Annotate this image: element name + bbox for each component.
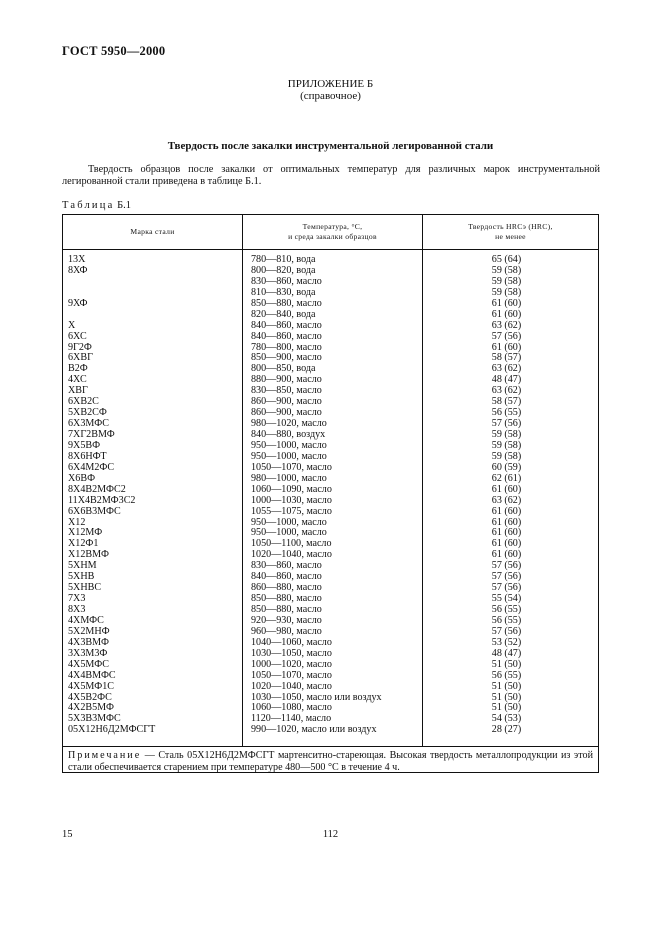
intro-paragraph: Твердость образцов после закалки от оптимальных температур для различных марок инструментальной легированной стали приведена в таблице Б.1. [62, 164, 600, 188]
hardness-cell: 61 (60) [491, 549, 522, 561]
hardness-cell: 53 (52) [491, 636, 522, 648]
temperature-cell: 950—1000, масло [251, 516, 327, 528]
grade-cell: 3Х3М3Ф [68, 647, 108, 659]
hardness-cell: 57 (56) [491, 625, 522, 637]
hardness-cell: 59 (58) [491, 275, 522, 287]
temperature-cell: 990—1020, масло или воздух [251, 724, 377, 736]
grade-cell: 05Х12Н6Д2МФСГТ [68, 724, 156, 736]
temperature-cell: 830—860, масло [251, 275, 322, 287]
grade-cell: 6ХВ2С [68, 396, 99, 408]
temperature-cell: 850—880, масло [251, 604, 322, 615]
grade-cell: 8Х4В2МФС2 [68, 483, 126, 495]
hardness-cell: 62 (61) [491, 472, 522, 484]
hardness-cell: 61 (60) [491, 483, 522, 495]
appendix-title: ПРИЛОЖЕНИЕ Б [287, 78, 374, 90]
temperature-cell: 1055—1075, масло [251, 505, 332, 517]
grade-cell: 8ХФ [68, 264, 88, 276]
grade-cell: 8Х6НФТ [68, 450, 107, 462]
temperature-cell: 780—800, масло [251, 341, 322, 353]
grade-cell: Х [68, 319, 76, 331]
grade-cell [63, 277, 242, 288]
temperature-cell: 850—880, масло [251, 297, 322, 309]
appendix-heading [0, 78, 661, 102]
column-temperature [243, 215, 423, 746]
hardness-cell: 51 (50) [491, 680, 522, 692]
hardness-cell: 63 (62) [491, 385, 522, 397]
hardness-cell: 59 (58) [491, 439, 522, 451]
header-hard-line2: не менее [495, 232, 526, 241]
temperature-cell: 1060—1090, масло [251, 483, 332, 495]
note-text: — Сталь 05Х12Н6Д2МФСГТ мартенситно-стареющая. Высокая твердость металлопродукции из этой стали обеспечивается старением при температуре 480—500 °С в течение 4 ч. [68, 750, 593, 773]
grade-cell: 11Х4В2МФ3С2 [68, 494, 136, 506]
hardness-cell: 61 (60) [491, 538, 522, 550]
temperature-cell: 1050—1070, масло [251, 461, 332, 473]
temperature-cell: 820—840, вода [251, 308, 316, 320]
grade-cell: 4Х3ВМФ [68, 636, 109, 648]
hardness-cell: 58 (57) [491, 396, 522, 408]
hardness-cell: 59 (58) [491, 264, 522, 276]
temperature-cell: 800—850, вода [251, 363, 316, 375]
temperature-cell: 780—810, вода [251, 254, 316, 265]
grade-cell: 5ХНВ [68, 571, 95, 583]
hardness-cell: 61 (60) [491, 341, 522, 353]
hardness-cell: 56 (55) [491, 614, 522, 626]
temperature-rows [243, 255, 422, 736]
header-temp-line1: Температура, °С, [302, 222, 363, 231]
grade-cell: 5ХНВС [68, 582, 102, 594]
temperature-cell: 1000—1030, масло [251, 494, 332, 506]
temperature-cell: 1040—1060, масло [251, 636, 332, 648]
page-number-center: 112 [322, 829, 339, 840]
temperature-cell: 850—900, масло [251, 352, 322, 364]
hardness-rows [423, 255, 598, 736]
grade-cell: 4Х5МФ1С [68, 680, 114, 692]
hardness-cell: 48 (47) [491, 374, 522, 386]
hardness-cell: 56 (55) [491, 407, 522, 419]
hardness-cell: 55 (54) [491, 593, 522, 605]
temperature-cell: 840—860, масло [251, 571, 322, 583]
grade-cell: 13Х [68, 254, 86, 265]
grade-cell: 5ХВ2СФ [68, 407, 107, 419]
hardness-cell: 65 (64) [491, 254, 522, 265]
temperature-cell: 1120—1140, масло [251, 713, 332, 725]
temperature-cell: 1020—1040, масло [251, 680, 332, 692]
grade-cell: 9Г2Ф [68, 341, 92, 353]
header-divider [423, 249, 598, 250]
grade-cell: 4Х4ВМФС [68, 669, 116, 681]
temperature-cell: 950—1000, масло [251, 439, 327, 451]
hardness-cell: 51 (50) [491, 658, 522, 670]
hardness-cell: 57 (56) [491, 560, 522, 572]
temperature-cell: 980—1020, масло [251, 418, 327, 430]
grade-cell: В2Ф [68, 363, 88, 375]
grade-rows [63, 255, 242, 736]
grade-cell: 6Х3МФС [68, 418, 109, 430]
hardness-cell: 51 (50) [491, 691, 522, 703]
header-grade [63, 215, 242, 249]
hardness-cell: 61 (60) [491, 297, 522, 309]
grade-cell: Х12Ф1 [68, 538, 99, 550]
hardness-cell: 61 (60) [491, 505, 522, 517]
document-header: ГОСТ 5950—2000 [62, 44, 166, 58]
header-divider [63, 249, 242, 250]
temperature-cell: 1000—1020, масло [251, 658, 332, 670]
temperature-cell: 1050—1100, масло [251, 538, 332, 550]
grade-cell: 6ХВГ [68, 352, 93, 364]
temperature-cell: 1030—1050, масло или воздух [251, 691, 382, 703]
temperature-cell: 830—850, масло [251, 385, 322, 397]
temperature-cell: 810—830, вода [251, 286, 316, 298]
temperature-cell: 850—880, масло [251, 593, 322, 605]
grade-cell: 7Х3 [68, 593, 86, 605]
hardness-cell: 63 (62) [491, 319, 522, 331]
temperature-cell: 950—1000, масло [251, 527, 327, 539]
temperature-cell: 840—860, масло [251, 319, 322, 331]
note-label: Примечание [68, 750, 142, 761]
hardness-cell: 56 (55) [491, 604, 522, 615]
temperature-cell: 880—900, масло [251, 374, 322, 386]
temperature-cell: 1030—1050, масло [251, 647, 332, 659]
grade-cell: 6ХС [68, 330, 87, 342]
grade-cell: 4Х5МФС [68, 658, 109, 670]
grade-cell: 6Х4М2ФС [68, 461, 115, 473]
temperature-cell: 1020—1040, масло [251, 549, 332, 561]
header-temp-line2: и среда закалки образцов [288, 232, 377, 241]
grade-cell: 8Х3 [68, 604, 86, 615]
hardness-cell: 59 (58) [491, 429, 522, 440]
grade-cell: 4ХС [68, 374, 87, 386]
temperature-cell: 830—860, масло [251, 560, 322, 572]
grade-cell: 5Х2МНФ [68, 625, 110, 637]
temperature-cell: 1050—1070, масло [251, 669, 332, 681]
hardness-cell: 57 (56) [491, 418, 522, 430]
temperature-cell: 1060—1080, масло [251, 702, 332, 714]
hardness-cell: 61 (60) [491, 527, 522, 539]
table-label [62, 200, 131, 211]
temperature-cell: 960—980, масло [251, 625, 322, 637]
grade-cell: Х12 [68, 516, 86, 528]
temperature-cell: 950—1000, масло [251, 450, 327, 462]
hardness-cell: 63 (62) [491, 494, 522, 506]
hardness-cell: 59 (58) [491, 286, 522, 298]
temperature-cell: 980—1000, масло [251, 472, 327, 484]
header-temperature [243, 215, 422, 249]
column-grade [63, 215, 243, 746]
grade-cell: Х12МФ [68, 527, 103, 539]
temperature-cell: 860—900, масло [251, 407, 322, 419]
grade-cell: 6Х6В3МФС [68, 505, 121, 517]
hardness-cell: 57 (56) [491, 582, 522, 594]
hardness-cell: 57 (56) [491, 571, 522, 583]
table-label-word: Таблица [62, 200, 115, 211]
table-label-number: Б.1 [117, 200, 131, 211]
grade-cell: Х6ВФ [68, 472, 96, 484]
grade-cell: 7ХГ2ВМФ [68, 429, 115, 440]
temperature-cell: 840—860, масло [251, 330, 322, 342]
hardness-cell: 61 (60) [491, 516, 522, 528]
temperature-cell: 860—880, масло [251, 582, 322, 594]
hardness-cell: 28 (27) [491, 724, 522, 736]
hardness-cell: 51 (50) [491, 702, 522, 714]
header-hard-line1: Твердость HRCэ (HRC), [468, 222, 553, 231]
grade-cell: 4Х2В5МФ [68, 702, 114, 714]
hardness-cell: 48 (47) [491, 647, 522, 659]
hardness-cell: 60 (59) [491, 461, 522, 473]
grade-cell [63, 288, 242, 299]
header-grade-label: Марка стали [130, 227, 175, 236]
grade-cell: 5ХНМ [68, 560, 97, 572]
temperature-cell: 920—930, масло [251, 614, 322, 626]
hardness-table [62, 214, 599, 773]
hardness-cell: 59 (58) [491, 450, 522, 462]
grade-cell: ХВГ [68, 385, 88, 397]
hardness-cell: 54 (53) [491, 713, 522, 725]
temperature-cell: 860—900, масло [251, 396, 322, 408]
table-note [63, 746, 598, 772]
hardness-cell: 58 (57) [491, 352, 522, 364]
hardness-cell: 61 (60) [491, 308, 522, 320]
grade-cell: 4ХМФС [68, 614, 104, 626]
grade-cell: 9Х5ВФ [68, 439, 101, 451]
grade-cell: 9ХФ [68, 297, 88, 309]
grade-cell: 4Х5В2ФС [68, 691, 112, 703]
header-divider [243, 249, 422, 250]
grade-cell: Х12ВМФ [68, 549, 109, 561]
appendix-subtitle: (справочное) [300, 90, 361, 102]
grade-cell: 5Х3В3МФС [68, 713, 121, 725]
hardness-cell: 56 (55) [491, 669, 522, 681]
hardness-cell: 57 (56) [491, 330, 522, 342]
section-title: Твердость после закалки инструментальной легированной стали [167, 140, 494, 152]
temperature-cell: 840—880, воздух [251, 429, 326, 440]
page-number-left: 15 [62, 829, 73, 840]
grade-cell [63, 310, 242, 321]
hardness-cell: 63 (62) [491, 363, 522, 375]
column-hardness [423, 215, 598, 746]
header-hardness [423, 215, 598, 249]
temperature-cell: 800—820, вода [251, 264, 316, 276]
